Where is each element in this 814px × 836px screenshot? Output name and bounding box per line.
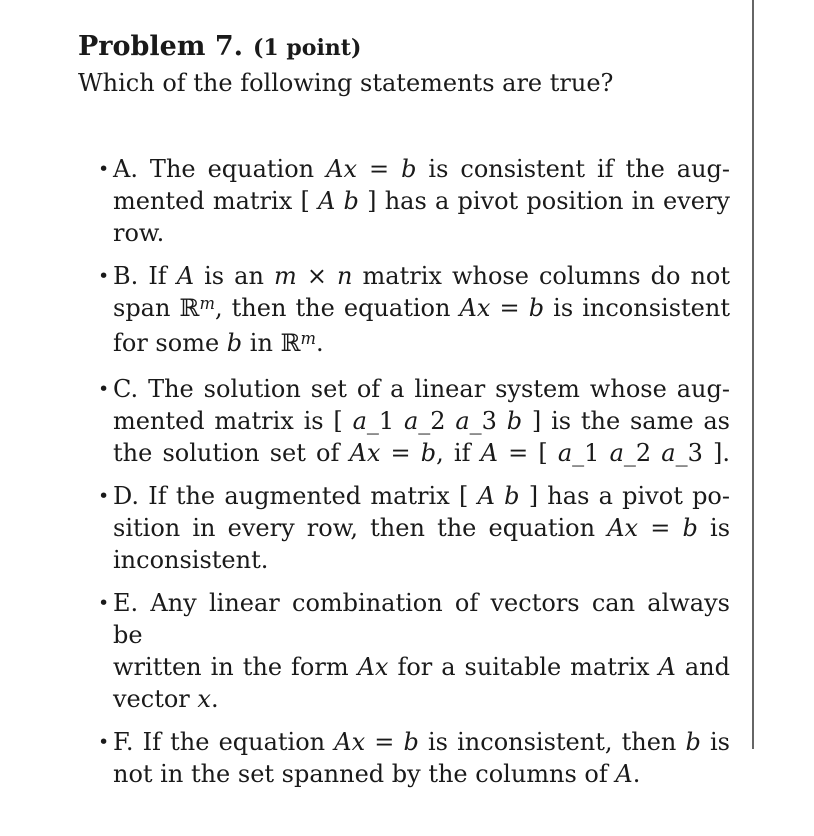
math-text: a <box>403 407 419 435</box>
plain-text: ℝ <box>280 329 301 357</box>
plain-text: = <box>380 439 421 467</box>
plain-text: ℝ <box>179 294 200 322</box>
option-line <box>113 217 730 249</box>
option-line <box>113 587 730 651</box>
plain-text: = [ <box>497 439 558 467</box>
points-label: (1 point) <box>253 35 362 61</box>
plain-text: is <box>700 728 730 756</box>
plain-text: not in the set spanned by the columns of <box>113 760 616 788</box>
math-text: Ax <box>357 653 389 681</box>
plain-text: mented matrix is [ <box>113 407 353 435</box>
vertical-rule <box>752 0 754 749</box>
plain-text: = <box>357 155 402 183</box>
math-text: Ax <box>334 728 366 756</box>
bullet-icon: • <box>98 158 110 180</box>
plain-text: B. If <box>113 262 177 290</box>
options-list <box>98 153 814 790</box>
math-text: A <box>176 262 195 290</box>
option-line <box>113 651 730 683</box>
math-text: b <box>420 439 437 467</box>
option-line <box>113 405 730 437</box>
math-text: a <box>352 407 367 435</box>
superscript-text: m <box>199 293 215 313</box>
plain-text: the solution set of <box>113 439 350 467</box>
math-text: Ax <box>326 155 357 183</box>
math-text: b <box>226 329 243 357</box>
math-text: A <box>615 760 633 788</box>
plain-text: ] has a pivot po- <box>519 482 730 510</box>
math-text: a <box>661 439 676 467</box>
plain-text: _2 <box>623 439 662 467</box>
option-line <box>113 153 730 185</box>
option-line <box>113 185 730 217</box>
plain-text: _3 <box>469 407 507 435</box>
plain-text: for a suitable matrix <box>388 653 659 681</box>
math-text: A <box>658 653 676 681</box>
plain-text: in <box>242 329 281 357</box>
option-line <box>113 327 730 362</box>
plain-text: E. Any linear combination of vectors can always be <box>113 589 730 649</box>
math-text: b <box>685 728 701 756</box>
plain-text: _1 <box>366 407 404 435</box>
plain-text: written in the form <box>113 653 358 681</box>
plain-text: inconsistent. <box>113 546 269 574</box>
math-text: m <box>274 262 297 290</box>
option-item-b <box>98 260 814 362</box>
option-item-e <box>98 587 814 715</box>
bullet-icon: • <box>98 265 110 287</box>
plain-text: ] is the same as <box>522 407 730 435</box>
page-title: Problem 7. <box>78 31 244 62</box>
math-text: b <box>682 514 698 542</box>
plain-text: is inconsistent, then <box>418 728 686 756</box>
option-line <box>113 512 730 544</box>
plain-text: A. The equation <box>113 155 327 183</box>
bullet-icon: • <box>98 378 110 400</box>
math-text: a <box>455 407 470 435</box>
superscript-text: m <box>300 328 316 348</box>
plain-text: is inconsistent <box>544 294 730 322</box>
option-line <box>113 292 730 327</box>
option-content <box>113 726 730 790</box>
plain-text: mented matrix [ <box>113 187 319 215</box>
math-text: n <box>336 262 353 290</box>
option-content <box>113 480 730 576</box>
option-item-a <box>98 153 814 249</box>
math-text: a <box>609 439 624 467</box>
plain-text: . <box>210 685 219 713</box>
math-text: b <box>403 728 419 756</box>
plain-text: D. If the augmented matrix [ <box>113 482 478 510</box>
option-line <box>113 683 730 715</box>
plain-text: row. <box>113 219 165 247</box>
bullet-icon: • <box>98 485 110 507</box>
plain-text: _1 <box>572 439 610 467</box>
bullet-icon: • <box>98 592 110 614</box>
math-text: Ax <box>607 514 639 542</box>
option-item-c <box>98 373 814 469</box>
option-line <box>113 437 730 469</box>
option-line <box>113 260 730 292</box>
math-text: b <box>401 155 417 183</box>
math-text: b <box>506 407 523 435</box>
plain-text: = <box>490 294 529 322</box>
math-text: b <box>528 294 545 322</box>
plain-text: . <box>315 329 324 357</box>
plain-text: is <box>697 514 731 542</box>
math-text: Ax <box>349 439 381 467</box>
plain-text: _2 <box>418 407 456 435</box>
plain-text: = <box>638 514 683 542</box>
plain-text: is an <box>194 262 274 290</box>
option-item-d <box>98 480 814 576</box>
plain-text: sition in every row, then the equation <box>113 514 608 542</box>
math-text: A b <box>318 187 359 215</box>
math-text: Ax <box>459 294 491 322</box>
option-content <box>113 373 730 469</box>
plain-text: C. The solution set of a linear system whose aug- <box>113 375 730 403</box>
plain-text: = <box>365 728 404 756</box>
plain-text: ] has a pivot position in every <box>358 187 730 215</box>
plain-text: × <box>296 262 337 290</box>
plain-text: span <box>113 294 180 322</box>
option-content <box>113 260 730 362</box>
option-content <box>113 153 730 249</box>
plain-text: _3 ]. <box>675 439 731 467</box>
option-line <box>113 480 730 512</box>
question-text: Which of the following statements are true? <box>78 69 614 97</box>
option-line <box>113 373 730 405</box>
math-text: A <box>480 439 498 467</box>
option-item-f <box>98 726 814 790</box>
plain-text: . <box>632 760 641 788</box>
plain-text: and <box>675 653 731 681</box>
math-text: x <box>197 685 211 713</box>
plain-text: vector <box>113 685 198 713</box>
bullet-icon: • <box>98 731 110 753</box>
math-text: A b <box>477 482 520 510</box>
plain-text: , then the equation <box>214 294 460 322</box>
option-line <box>113 758 730 790</box>
plain-text: , if <box>436 439 481 467</box>
problem-header <box>78 30 814 67</box>
plain-text: for some <box>113 329 227 357</box>
option-content <box>113 587 730 715</box>
plain-text: matrix whose columns do not <box>352 262 730 290</box>
option-line <box>113 726 730 758</box>
plain-text: is consistent if the aug- <box>416 155 731 183</box>
math-text: a <box>557 439 573 467</box>
option-line <box>113 544 730 576</box>
plain-text: F. If the equation <box>113 728 335 756</box>
